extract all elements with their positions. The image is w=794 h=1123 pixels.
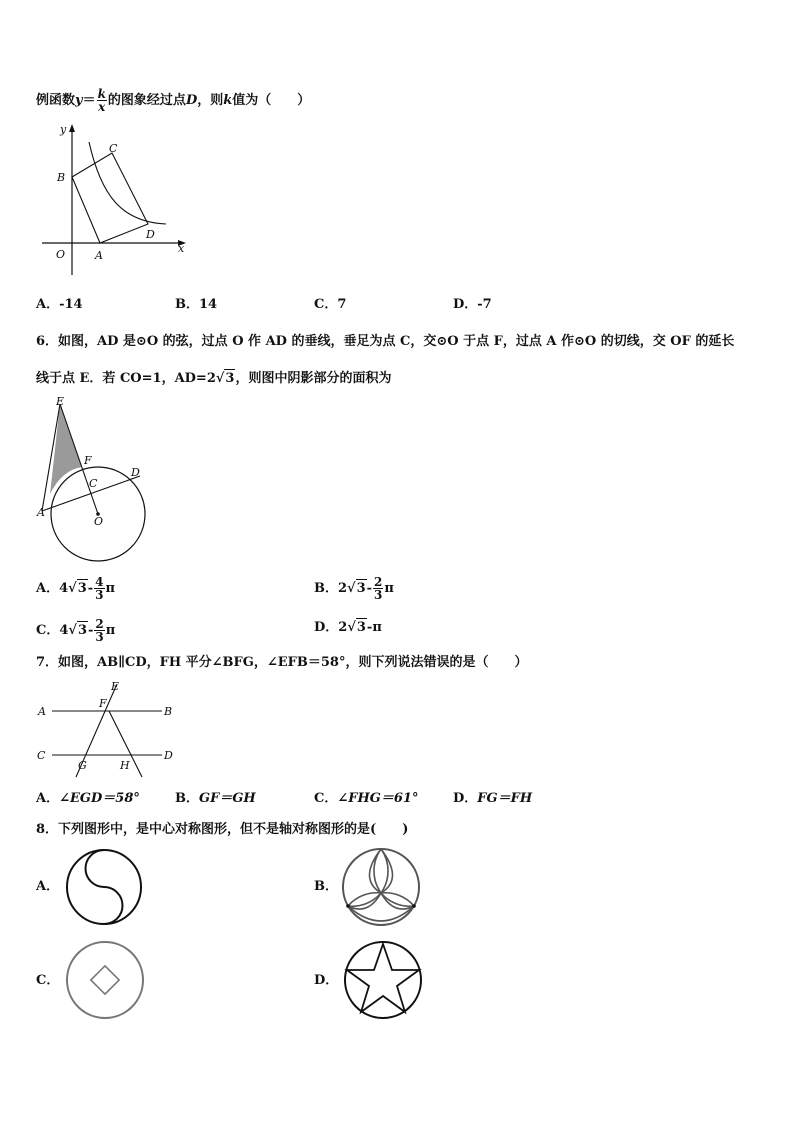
q7-stem: 7．如图，AB∥CD，FH 平分∠BFG，∠EFB＝58°，则下列说法错误的是（ ） xyxy=(36,655,528,670)
q5-option-a-letter: A． xyxy=(36,297,60,312)
q6-label-f: F xyxy=(84,454,92,467)
q5-option-c-text: 7 xyxy=(337,297,347,312)
q5-stem-k: k xyxy=(223,93,233,108)
q6-stem-prefix: 线于点 E．若 CO=1，AD=2 xyxy=(36,371,216,386)
q6-option-a-coef: 4 xyxy=(59,581,69,596)
q6-option-c-tail: π xyxy=(105,623,116,638)
q6-option-b-num: 2 xyxy=(374,575,383,589)
q6-sqrt: √3 xyxy=(215,371,235,386)
q6-option-b-frac xyxy=(373,576,383,601)
q6-option-b[interactable] xyxy=(314,576,394,601)
q6-option-a-num: 4 xyxy=(95,575,104,589)
q7-label-g: G xyxy=(78,759,87,772)
q6-stem-line1: 6．如图，AD 是⊙O 的弦，过点 O 作 AD 的垂线，垂足为点 C，交⊙O 于点 F，过点 A 作⊙O 的切线，交 OF 的延长 xyxy=(36,334,735,349)
q5-option-d-letter: D． xyxy=(453,297,478,312)
q7-option-d[interactable] xyxy=(453,790,532,808)
q6-sqrt-rad: 3 xyxy=(225,371,235,386)
q6-option-b-rad: 3 xyxy=(356,581,366,596)
q8-option-d-letter[interactable]: D． xyxy=(314,973,339,988)
q5-label-c: C xyxy=(109,142,118,155)
q5-option-c-letter: C． xyxy=(314,297,338,312)
q7-option-b-letter: B． xyxy=(175,791,199,806)
coin-square-icon[interactable] xyxy=(62,937,148,1023)
q7-option-d-letter: D． xyxy=(453,791,478,806)
q6-label-o: O xyxy=(94,515,104,528)
q5-option-a-text: -14 xyxy=(59,297,83,312)
q5-frac-num: k xyxy=(97,87,106,101)
q6-option-c-num: 2 xyxy=(95,617,104,631)
q7-option-a[interactable] xyxy=(36,790,140,808)
q6-label-c: C xyxy=(89,477,98,490)
q6-option-a-letter: A． xyxy=(36,581,60,596)
q7-option-c-text: ∠FHG＝61° xyxy=(337,791,419,806)
q6-option-b-minus: - xyxy=(366,581,373,596)
q6-stem-suffix: ，则图中阴影部分的面积为 xyxy=(235,371,392,386)
q8-option-b-letter[interactable]: B． xyxy=(314,879,338,894)
q5-label-b: B xyxy=(57,171,66,184)
q6-option-b-den: 3 xyxy=(374,588,383,602)
q6-option-b-tail: π xyxy=(384,581,394,596)
q6-option-c-den: 3 xyxy=(95,630,104,644)
q8-option-a-letter[interactable]: A． xyxy=(36,879,60,894)
q5-option-c[interactable] xyxy=(314,296,346,314)
q6-option-d-rad: 3 xyxy=(356,620,366,635)
q6-option-d-letter: D． xyxy=(314,620,339,635)
q6-figure xyxy=(34,396,154,566)
q6-option-c[interactable] xyxy=(36,618,115,643)
q6-option-a-den: 3 xyxy=(95,588,104,602)
three-arc-circle-icon[interactable] xyxy=(338,844,424,930)
q6-label-a: A xyxy=(37,506,45,519)
q6-option-b-letter: B． xyxy=(314,581,338,596)
q6-option-d-coef: 2 xyxy=(338,620,348,635)
q7-label-c: C xyxy=(37,749,46,762)
q5-label-d: D xyxy=(146,228,155,241)
q8-option-c-letter[interactable]: C． xyxy=(36,973,60,988)
q5-label-x: x xyxy=(178,242,185,255)
q6-option-a-minus: - xyxy=(87,581,94,596)
q5-stem xyxy=(36,88,310,113)
q6-option-c-rad: 3 xyxy=(77,623,87,638)
q5-stem-end: 值为（ ） xyxy=(232,93,311,108)
q7-option-d-text: FG＝FH xyxy=(477,791,533,806)
q5-option-a[interactable] xyxy=(36,296,83,314)
q5-y-arrow xyxy=(69,124,75,132)
q6-option-c-letter: C． xyxy=(36,623,60,638)
q7-option-a-letter: A． xyxy=(36,791,60,806)
q5-stem-d: D xyxy=(185,93,198,108)
q7-option-a-text: ∠EGD＝58° xyxy=(59,791,140,806)
q7-label-e: E xyxy=(111,680,120,693)
q7-figure xyxy=(34,678,184,778)
q5-label-a: A xyxy=(95,249,103,262)
q8-stem: 8．下列图形中，是中心对称图形，但不是轴对称图形的是( ) xyxy=(36,822,409,837)
q5-figure xyxy=(36,120,196,280)
q5-stem-mid2: ，则 xyxy=(197,93,224,108)
q6-stem-line2 xyxy=(36,369,391,388)
q5-option-b-letter: B． xyxy=(175,297,199,312)
q7-label-f: F xyxy=(99,697,107,710)
q6-option-a-tail: π xyxy=(105,581,116,596)
q5-option-b-text: 14 xyxy=(199,297,218,312)
q6-option-d[interactable] xyxy=(314,618,382,637)
q5-fraction xyxy=(97,88,107,113)
q7-option-b-text: GF＝GH xyxy=(199,791,256,806)
q6-option-a-rad: 3 xyxy=(77,581,87,596)
q7-label-d: D xyxy=(164,749,173,762)
yin-yang-icon[interactable] xyxy=(62,845,146,929)
q6-option-b-coef: 2 xyxy=(338,581,348,596)
q5-stem-mid: 的图象经过点 xyxy=(107,93,186,108)
q7-option-b[interactable] xyxy=(175,790,256,808)
q6-label-e: E xyxy=(56,395,65,408)
q5-frac-den: x xyxy=(98,100,106,114)
q6-option-c-sqrt: √3 xyxy=(68,623,87,638)
q6-option-c-frac xyxy=(94,618,104,643)
q5-option-b[interactable] xyxy=(175,296,217,314)
q6-option-c-minus: - xyxy=(88,623,94,638)
q6-label-d: D xyxy=(131,466,140,479)
q7-option-c-letter: C． xyxy=(314,791,338,806)
q6-shaded-region xyxy=(50,404,82,494)
q6-option-a[interactable] xyxy=(36,576,115,601)
q5-stem-y: y xyxy=(75,93,83,108)
q5-label-o: O xyxy=(56,248,66,261)
q5-option-d[interactable] xyxy=(453,296,492,314)
q5-stem-prefix: 例函数 xyxy=(36,93,76,108)
q7-label-a: A xyxy=(38,705,46,718)
q7-label-h: H xyxy=(120,759,130,772)
q6-option-d-sqrt: √3 xyxy=(347,620,366,635)
q5-rectangle xyxy=(72,153,148,243)
star-circle-icon[interactable] xyxy=(340,937,426,1023)
q6-option-b-sqrt: √3 xyxy=(347,581,366,596)
q5-stem-eq: ＝ xyxy=(82,93,96,108)
q5-option-d-text: -7 xyxy=(477,297,492,312)
q7-label-b: B xyxy=(164,705,173,718)
q5-label-y: y xyxy=(60,123,67,136)
q7-option-c[interactable] xyxy=(314,790,418,808)
q6-option-a-frac xyxy=(94,576,104,601)
q6-option-d-tail: -π xyxy=(366,620,382,635)
q6-option-c-coef: 4 xyxy=(59,623,69,638)
q6-option-a-sqrt: √3 xyxy=(68,581,87,596)
